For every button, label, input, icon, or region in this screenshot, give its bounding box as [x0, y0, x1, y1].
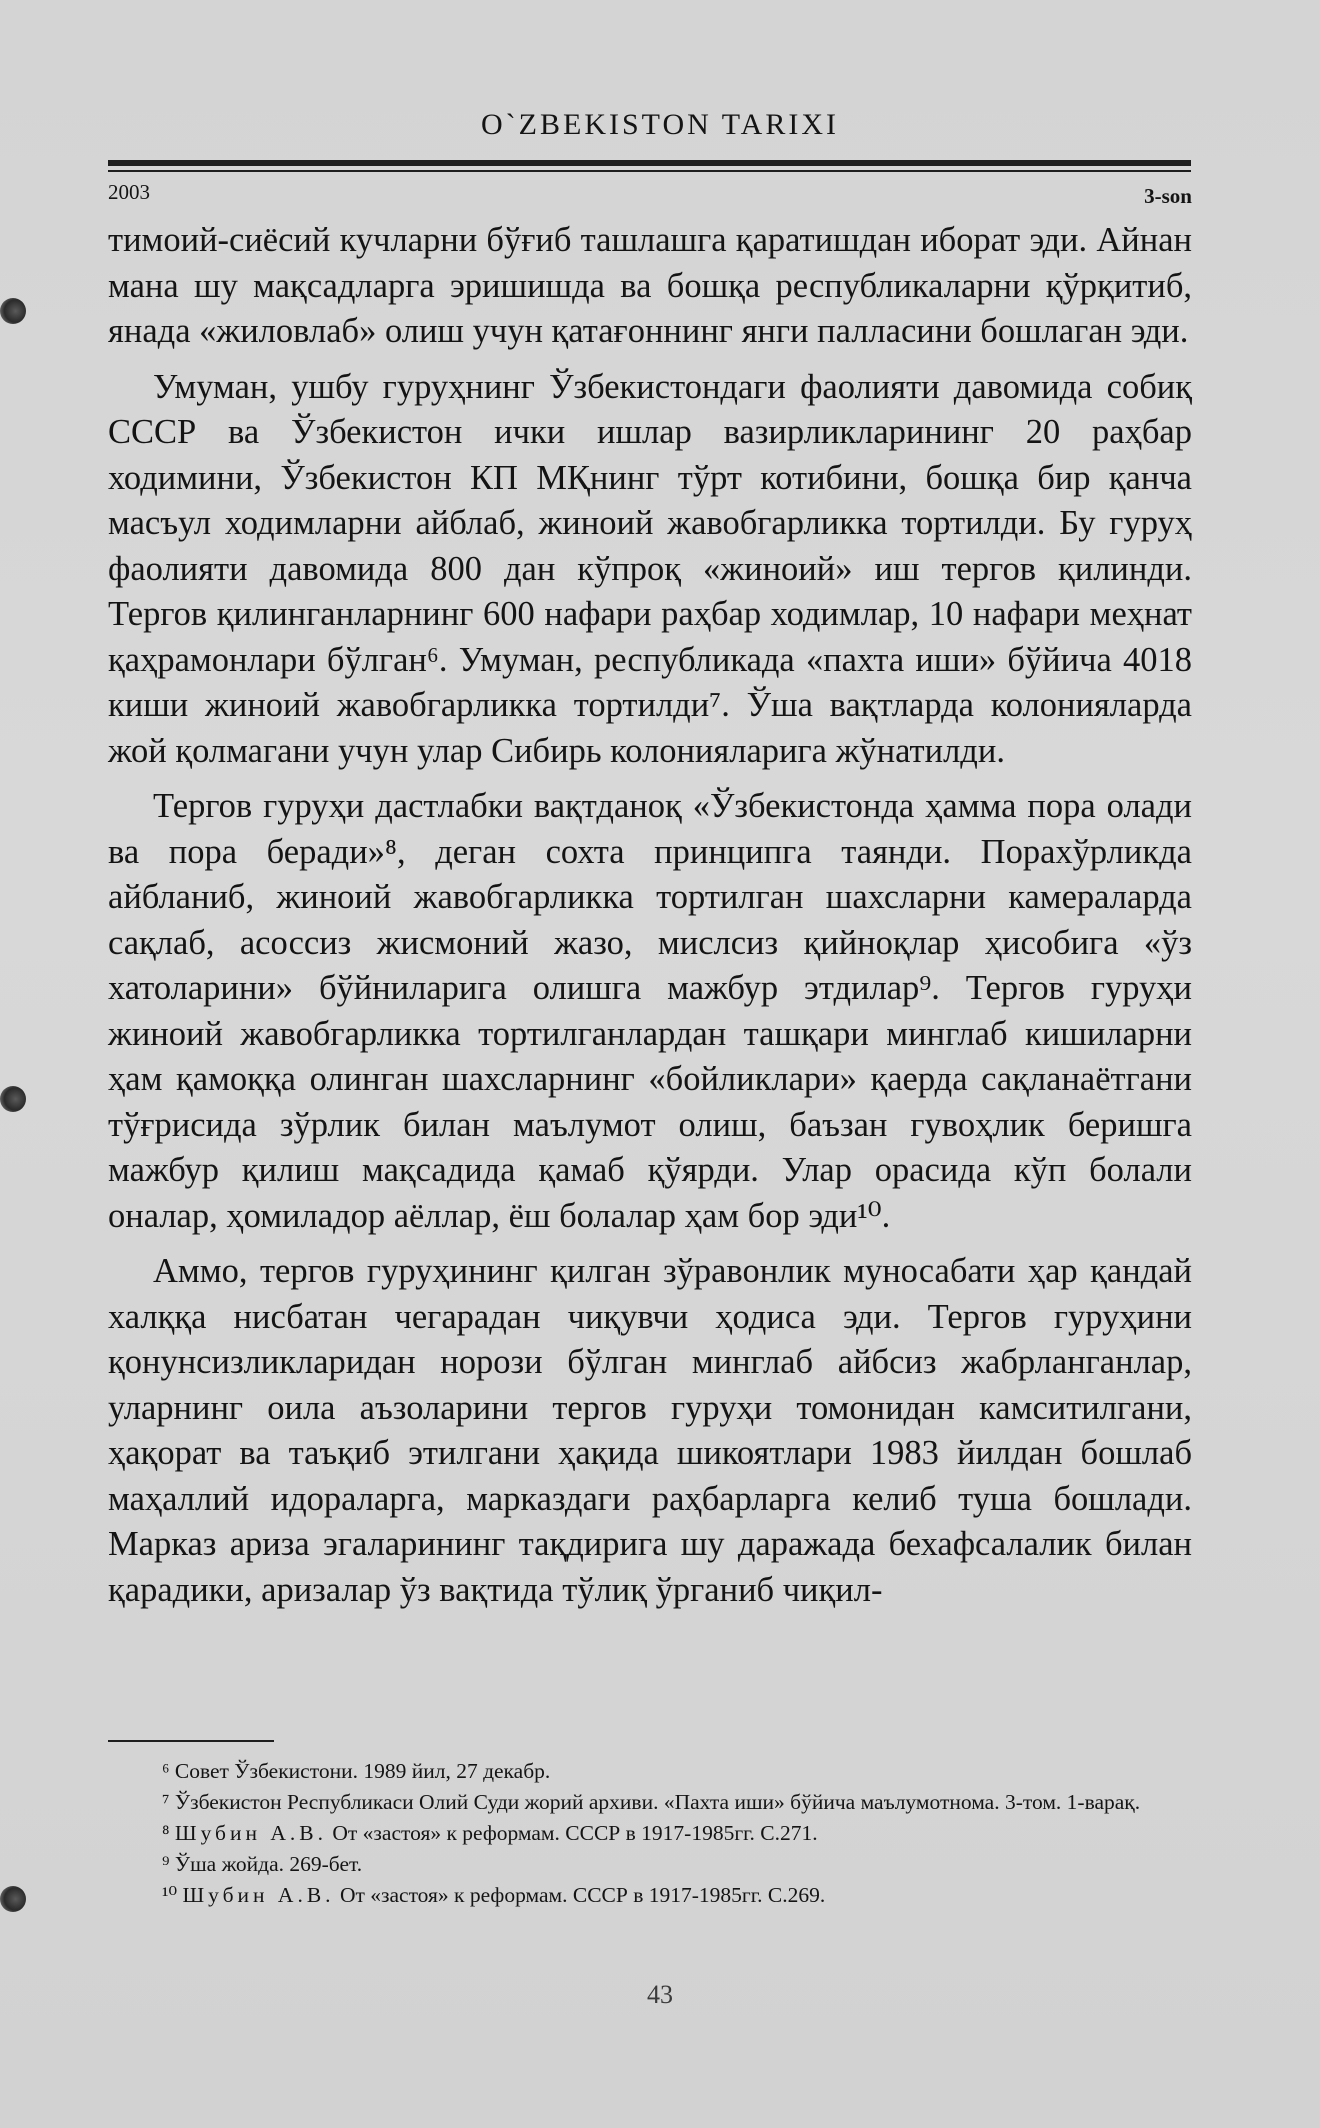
footnote-text: Ўзбекистон Республикаси Олий Суди жорий архиви. «Пахта иши» бўйича маълумотнома. 3-том. 1-варақ. — [174, 1790, 1141, 1814]
footnote-mark: ⁹ — [162, 1852, 170, 1876]
paragraph-4: Аммо, тергов гуруҳининг қилган зўравонлик муносабати ҳар қандай халққа нисбатан чегарадан чиқувчи ҳодиса эди. Тергов гуруҳини қонунсизликларидан норози бўлган минглаб айбсиз жабрланганлар, уларнинг оила аъзоларини тергов гуруҳи томонидан камситилгани, ҳақорат ва таъқиб этилгани ҳақида шикоятлари 1983 йилдан бошлаб маҳаллий идораларга, марказдаги раҳбарларга келиб туша бошлади. Марказ ариза эгаларининг тақдирига шу даражада бехафсалалик билан қарадики, аризалар ўз вақтида тўлиқ ўрганиб чиқил- — [108, 1252, 1192, 1609]
footnote-text: Совет Ўзбекистони. 1989 йил, 27 декабр. — [174, 1759, 551, 1783]
footnote-mark: ¹⁰ — [162, 1883, 178, 1907]
punch-hole-top — [0, 298, 26, 324]
page-number: 43 — [647, 1980, 673, 2009]
footnote-author: Шубин А.В. — [174, 1821, 327, 1845]
footnote-8 — [108, 1818, 1192, 1849]
paragraph-2: Умуман, ушбу гуруҳнинг Ўзбекистондаги фаолияти давомида собиқ СССР ва Ўзбекистон ички ишлар вазирликларининг 20 раҳбар ходимини, Ўзбекистон КП МҚнинг тўрт котибини, бошқа бир қанча масъул ходимларни айблаб, жиноий жавобгарликка тортилди. Бу гуруҳ фаолияти давомида 800 дан кўпроқ «жиноий» иш тергов қилинди. Тергов қилинганларнинг 600 нафари раҳбар ходимлар, 10 нафари меҳнат қаҳрамонлари бўлган⁶. Умуман, республикада «пахта иши» бўйича 4018 киши жиноий жавобгарликка тортилди⁷. Ўша вақтларда колонияларда жой қолмагани учун улар Сибирь колонияларига жўнатилди. — [108, 367, 1192, 770]
issue-year: 2003 — [108, 180, 150, 204]
footnote-separator — [108, 1740, 274, 1742]
footnote-6 — [108, 1756, 1192, 1787]
footnote-mark: ⁸ — [162, 1821, 170, 1845]
paragraph-1: тимоий-сиёсий кучларни бўғиб ташлашга қаратишдан иборат эди. Айнан мана шу мақсадларга эришишда ва бошқа республикаларни қўрқитиб, янада «жиловлаб» олиш учун қатағоннинг янги палласини бошлаган эди. — [108, 221, 1192, 350]
footnote-mark: ⁶ — [162, 1759, 170, 1783]
header-rule-thick — [108, 160, 1191, 166]
footnote-9 — [108, 1849, 1192, 1880]
article-body — [108, 218, 1192, 1613]
footnote-mark: ⁷ — [162, 1790, 170, 1814]
footnote-7 — [108, 1787, 1192, 1818]
footnote-text: От «застоя» к реформам. СССР в 1917-1985гг. С.269. — [339, 1883, 826, 1907]
header-rule-thin — [108, 170, 1191, 172]
punch-hole-middle — [0, 1086, 26, 1112]
issue-number: 3-son — [1144, 184, 1192, 208]
footnotes — [108, 1756, 1192, 1911]
footnote-text: От «застоя» к реформам. СССР в 1917-1985гг. С.271. — [332, 1821, 818, 1845]
footnote-author: Шубин А.В. — [182, 1883, 335, 1907]
journal-title: O`ZBEKISTON TARIXI — [481, 108, 839, 141]
footnote-text: Ўша жойда. 269-бет. — [174, 1852, 363, 1876]
footnote-10 — [108, 1880, 1192, 1911]
paragraph-3: Тергов гуруҳи дастлабки вақтданоқ «Ўзбекистонда ҳамма пора олади ва пора беради»⁸, деган сохта принципга таянди. Порахўрликда айбланиб, жиноий жавобгарликка тортилган шахсларни камераларда сақлаб, асоссиз жисмоний жазо, мислсиз қийноқлар ҳисобига «ўз хатоларини» бўйниларига олишга мажбур этдилар⁹. Тергов гуруҳи жиноий жавобгарликка тортилганлардан ташқари минглаб кишиларни ҳам қамоққа олинган шахсларнинг «бойликлари» қаерда сақланаётгани тўғрисида зўрлик билан маълумот олиш, баъзан гувоҳлик беришга мажбур қилиш мақсадида қамаб қўярди. Улар орасида кўп болали оналар, ҳомиладор аёллар, ёш болалар ҳам бор эди¹⁰. — [108, 787, 1192, 1235]
punch-hole-bottom — [0, 1886, 26, 1912]
